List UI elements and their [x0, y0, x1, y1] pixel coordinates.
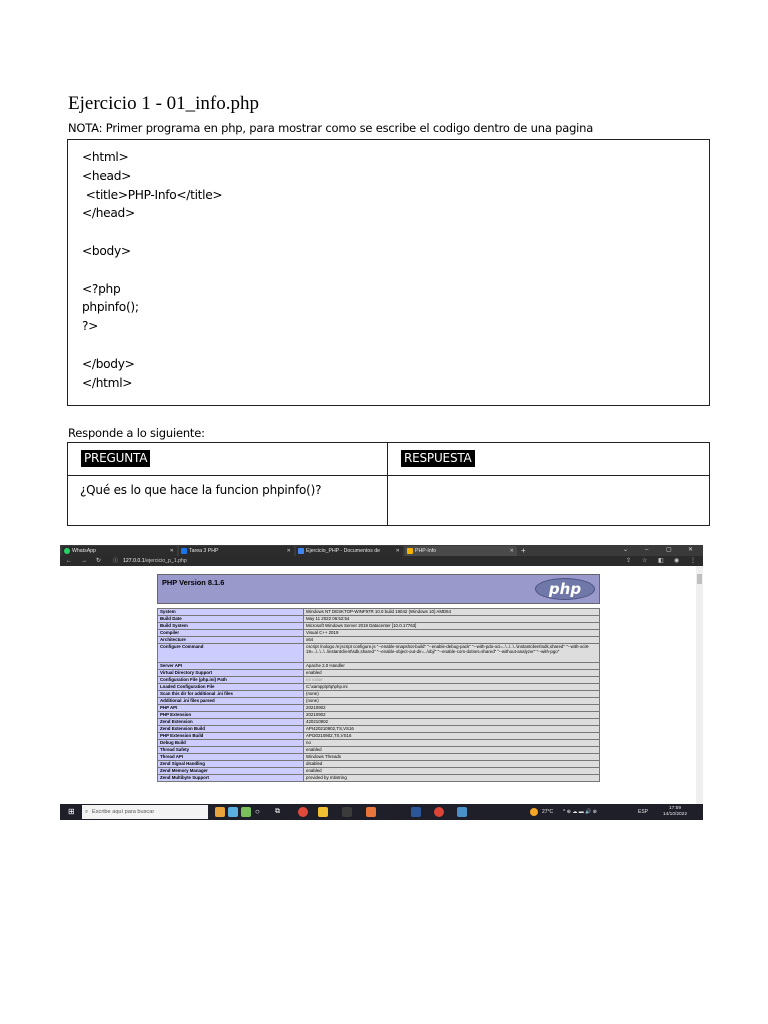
tab-docs[interactable]	[296, 546, 403, 556]
responde-label: Responde a lo siguiente:	[68, 426, 205, 440]
phpinfo-key: Configuration File (php.ini) Path	[158, 677, 304, 684]
qa-row	[68, 476, 710, 526]
pinned-app-icon[interactable]	[241, 807, 251, 817]
phpinfo-key: PHP API	[158, 705, 304, 712]
code-line	[82, 261, 695, 280]
pinned-app-icon[interactable]	[228, 807, 238, 817]
code-line: <head>	[82, 168, 132, 183]
scroll-thumb[interactable]	[697, 574, 702, 584]
phpinfo-value: Windows Threads	[304, 754, 600, 761]
document-title: Ejercicio 1 - 01_info.php	[68, 93, 260, 114]
docs-icon	[298, 548, 304, 554]
taskbar-search[interactable]	[82, 805, 208, 819]
phpinfo-row	[158, 775, 600, 782]
phpinfo-key: Zend Memory Manager	[158, 768, 304, 775]
code-line: </head>	[82, 206, 135, 221]
php-logo: php	[535, 578, 595, 600]
php-tab-icon	[407, 548, 413, 554]
cortana-icon[interactable]: ○	[255, 807, 260, 816]
php-header	[157, 574, 600, 604]
phpinfo-value: provided by mbstring	[304, 775, 600, 782]
qa-table	[67, 442, 710, 526]
chrome-alt-icon[interactable]	[434, 807, 444, 817]
phpinfo-key: Scan this dir for additional .ini files	[158, 691, 304, 698]
phpinfo-key: Build Date	[158, 616, 304, 623]
phpinfo-row	[158, 637, 600, 644]
question-cell: ¿Qué es lo que hace la funcion phpinfo()?	[68, 476, 388, 526]
chrome-icon[interactable]	[298, 807, 308, 817]
code-line: <title>PHP-Info</title>	[82, 187, 223, 202]
code-line: <body>	[82, 243, 131, 258]
tab-label: WhatsApp	[72, 548, 96, 554]
code-line: phpinfo();	[82, 300, 139, 315]
phpinfo-row	[158, 609, 600, 616]
phpinfo-row	[158, 719, 600, 726]
note-text: NOTA: Primer programa en php, para mostrar como se escribe el codigo dentro de una pagina	[68, 121, 594, 135]
phpinfo-key: Thread Safety	[158, 747, 304, 754]
phpinfo-key: PHP Extension	[158, 712, 304, 719]
phpinfo-row	[158, 630, 600, 637]
menu-icon[interactable]: ⋮	[690, 558, 696, 564]
phpinfo-key: Virtual Directory Support	[158, 670, 304, 677]
phpinfo-key: Thread API	[158, 754, 304, 761]
phpinfo-key: Zend Extension Build	[158, 726, 304, 733]
tray-icons[interactable]: ^ ⊕ ☁ ▬ 🔊 ⊛	[563, 809, 597, 815]
code-box	[67, 139, 710, 406]
sidebar-icon[interactable]: ◧	[658, 558, 664, 564]
back-icon[interactable]: ←	[66, 558, 72, 564]
tab-label: PHP-Info	[415, 548, 437, 554]
search-placeholder: Escribe aquí para buscar	[92, 809, 155, 815]
classroom-icon	[181, 548, 187, 554]
answer-header-cell	[388, 443, 710, 476]
phpinfo-row	[158, 733, 600, 740]
phpinfo-value: API420210902,TS,VS16	[304, 726, 600, 733]
close-icon[interactable]: ✕	[286, 548, 291, 554]
phpinfo-key: Loaded Configuration File	[158, 684, 304, 691]
phpinfo-key: PHP Extension Build	[158, 733, 304, 740]
close-icon[interactable]: ✕	[169, 548, 174, 554]
phpinfo-value: x64	[304, 637, 600, 644]
question-header: PREGUNTA	[81, 450, 150, 467]
phpinfo-row	[158, 754, 600, 761]
qa-header-row	[68, 443, 710, 476]
phpinfo-value: enabled	[304, 747, 600, 754]
chevron-down-icon[interactable]: ⌄	[623, 547, 629, 553]
phpinfo-value: Windows NT DESKTOP-WINF97R 10.0 build 19042 (Windows 10) AMD64	[304, 609, 600, 616]
phpinfo-value: Visual C++ 2019	[304, 630, 600, 637]
weather-icon[interactable]	[530, 808, 538, 816]
answer-header: RESPUESTA	[401, 450, 475, 467]
phpinfo-row	[158, 623, 600, 630]
tab-label: Tarea 3 PHP	[189, 548, 219, 554]
whatsapp-icon	[64, 548, 70, 554]
pinned-app-icon[interactable]	[215, 807, 225, 817]
phpinfo-value: disabled	[304, 761, 600, 768]
phpinfo-key: Debug Build	[158, 740, 304, 747]
lang-indicator[interactable]: ESP	[638, 809, 649, 815]
phpinfo-row	[158, 768, 600, 775]
phpinfo-value: (none)	[304, 691, 600, 698]
phpinfo-key: Zend Extension	[158, 719, 304, 726]
search-icon: ⌕	[85, 809, 89, 815]
tab-tarea[interactable]	[179, 546, 294, 556]
phpinfo-value: 20210902	[304, 712, 600, 719]
phpinfo-value: cscript /nologo /e:jscript configure.js "--enable-snapshot-build" "--enable-debug-pack" "--with-pdo-oci=..\..\..\..\instantclient\sdk,shared" "--with-oci8-19=..\..\..\..\instantclient\sdk,shared" "--enable-object-out-dir=../obj/" "--enable-com-dotnet=shared" "--without-analyzer" "--with-pgo"	[304, 644, 600, 663]
phpinfo-row	[158, 663, 600, 670]
phpinfo-row	[158, 740, 600, 747]
phpinfo-key: Additional .ini files parsed	[158, 698, 304, 705]
phpinfo-key: Build System	[158, 623, 304, 630]
phpinfo-row	[158, 616, 600, 623]
phpinfo-row	[158, 670, 600, 677]
phpinfo-key: Zend Signal Handling	[158, 761, 304, 768]
reload-icon[interactable]: ↻	[96, 558, 102, 564]
url-input[interactable]	[123, 556, 187, 566]
phpinfo-value: Microsoft Windows Server 2019 Datacenter [10.0.17763]	[304, 623, 600, 630]
phpinfo-value: enabled	[304, 670, 600, 677]
task-view-icon[interactable]: ⧉	[275, 808, 280, 815]
phpinfo-value: May 11 2022 06:52:54	[304, 616, 600, 623]
minimize-icon[interactable]: –	[645, 547, 649, 553]
phpinfo-row	[158, 684, 600, 691]
window-close-icon[interactable]: ✕	[688, 547, 694, 553]
phpinfo-value: C:\xampp\php\php.ini	[304, 684, 600, 691]
phpinfo-row	[158, 761, 600, 768]
code-line: </html>	[82, 375, 133, 390]
phpinfo-value: 20210902	[304, 705, 600, 712]
word-icon[interactable]	[411, 807, 421, 817]
answer-cell[interactable]	[388, 476, 710, 526]
url-host: 127.0.0.1	[123, 558, 145, 564]
taskbar-clock[interactable]	[663, 806, 687, 818]
code-line	[82, 223, 695, 242]
phpinfo-value: Apache 2.0 Handler	[304, 663, 600, 670]
clock-date: 14/10/2022	[662, 812, 687, 817]
phpinfo-key: Zend Multibyte Support	[158, 775, 304, 782]
phpinfo-key: Server API	[158, 663, 304, 670]
clock-time: 17:59	[668, 806, 681, 811]
file-explorer-icon[interactable]	[318, 807, 328, 817]
phpinfo-key: System	[158, 609, 304, 616]
phpinfo-table	[157, 608, 600, 782]
question-header-cell	[68, 443, 388, 476]
scrollbar[interactable]	[696, 566, 703, 804]
star-icon[interactable]: ☆	[642, 558, 648, 564]
tab-label: Ejercicio_PHP - Documentos de	[306, 548, 381, 554]
code-line: <html>	[82, 150, 129, 164]
tab-phpinfo[interactable]	[405, 546, 517, 556]
windows-start-icon[interactable]: ⊞	[68, 807, 75, 816]
profile-icon[interactable]: ◉	[674, 558, 680, 564]
app-icon[interactable]	[457, 807, 467, 817]
phpinfo-row	[158, 747, 600, 754]
php-version: PHP Version 8.1.6	[162, 578, 225, 587]
maximize-icon[interactable]: ▢	[666, 547, 672, 553]
close-icon[interactable]: ✕	[395, 548, 400, 554]
app-icon[interactable]	[342, 807, 352, 817]
phpinfo-row	[158, 712, 600, 719]
phpinfo-value: enabled	[304, 768, 600, 775]
forward-icon[interactable]: →	[81, 558, 87, 564]
code-line: <?php	[82, 281, 121, 296]
phpinfo-row	[158, 726, 600, 733]
phpinfo-row	[158, 691, 600, 698]
code-line	[82, 336, 695, 355]
share-icon[interactable]: ⇪	[626, 558, 632, 564]
phpinfo-page	[60, 566, 703, 804]
code-line: </body>	[82, 356, 135, 371]
phpinfo-row	[158, 677, 600, 684]
phpinfo-value: no value	[304, 677, 600, 684]
address-bar	[60, 556, 703, 566]
phpinfo-key: Architecture	[158, 637, 304, 644]
new-tab-button[interactable]: +	[521, 546, 526, 555]
browser-screenshot	[60, 545, 703, 820]
tab-whatsapp[interactable]	[62, 546, 177, 556]
close-icon[interactable]: ✕	[509, 548, 514, 554]
phpinfo-value: API20210902,TS,VS16	[304, 733, 600, 740]
phpinfo-row	[158, 705, 600, 712]
phpinfo-value: (none)	[304, 698, 600, 705]
tab-bar	[60, 545, 703, 556]
phpinfo-value: 420210902	[304, 719, 600, 726]
phpinfo-row	[158, 698, 600, 705]
phpinfo-value: no	[304, 740, 600, 747]
phpinfo-row	[158, 644, 600, 663]
info-icon[interactable]: ⓘ	[113, 558, 119, 564]
phpinfo-key: Compiler	[158, 630, 304, 637]
taskbar	[60, 804, 703, 820]
url-path: /ejercicio_p_1.php	[144, 558, 187, 564]
phpinfo-key: Configure Command	[158, 644, 304, 663]
xampp-icon[interactable]	[366, 807, 376, 817]
code-line: ?>	[82, 319, 99, 334]
weather-temp: 27°C	[542, 809, 554, 815]
